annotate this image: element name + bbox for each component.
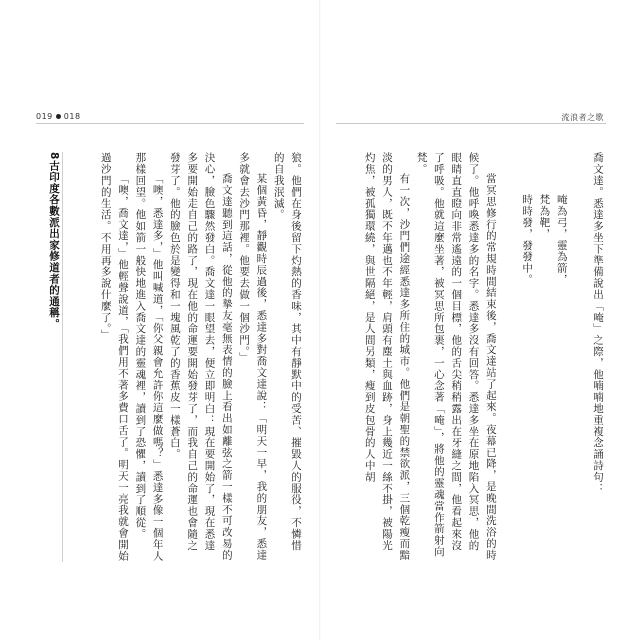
footnote-divider: [62, 152, 63, 562]
right-page-number: 018: [63, 112, 81, 121]
right-paragraph-2: 有一次，沙門們途經悉達多所住的城市。他們是朝聖的禁欲派，三個乾瘦而黯淡的男人，既不年邁也不年輕，肩頭有塵土與血跡，身上幾近一絲不掛，被陽光灼焦，被孤獨環繞，與世隔絕，是人間另類，瘦到皮包骨的人中胡: [363, 152, 411, 561]
book-gutter: [319, 0, 321, 640]
left-paragraph-4: 「噢，悉達多，」他叫喊道，「你父親會允許你這麼做嗎？」悉達多像一個年人那樣回望。他如箭一般快地進入喬文達的靈魂裡，讀到了恐懼，讀到了順從。: [134, 152, 164, 562]
poem-line-3: 時時發，發發中。: [521, 194, 534, 286]
right-page-body: [336, 152, 606, 562]
right-opening-line: 喬文達。悉達多坐下準備說出「唵」之際，他喃喃地重複念誦詩句：: [592, 152, 604, 494]
left-paragraph-5: 「噢，喬文達，」他輕聲說道，「我們用不著多費口舌了。明天一亮我就會開始過沙門的生活。不用再多說什麼了。」: [99, 152, 130, 562]
left-paragraph-3: 喬文達聽到這話，從他的摯友毫無表情的臉上看出如離弦之箭一樣不可改易的決心，臉色驟然發白。喬文達一眼望去，便立即明白：現在要開始了，現在悉達多要開始走自己的路了，現在他的命運要開始發芽了，而我自己的命運也會隨之發芽了。他的臉色於是變得和一塊風乾了的香蕉皮一樣蒼白。: [168, 152, 233, 561]
running-title: 流浪者之歌: [561, 113, 604, 122]
right-paragraph-1: 當冥思修行的常規時間結束後，喬文達站了起來。夜幕已降，是晚間洗浴的時候了。他呼喚悉達多的名字。悉達多沒有回答。悉達多坐在原地陷入冥思，他的眼睛直直瞪向非常遙遠的一個目標，他的舌尖稍稍露出在牙縫之間，他看起來沒了呼吸。他就這麼坐著，被冥思所包裹，一心念著「唵」，將他的靈魂當作箭射向梵。: [415, 152, 497, 561]
left-page-body: [70, 152, 304, 562]
left-paragraph-1: 狼。他們在身後留下灼熱的香味，其中有靜默中的受苦、摧毀人的服役，不憐惜的自我泯滅。: [272, 152, 302, 551]
left-paragraph-2: 某個黃昏，靜觀時辰過後，悉達多對喬文達說：「明天一早，我的朋友，悉達多就會去沙門那裡。他要去做一個沙門。」: [238, 152, 268, 561]
bullet-dot-icon: [56, 114, 61, 119]
poem-line-2: 梵為靶，: [538, 194, 551, 240]
footnote-sidebar: 8古印度各數派出家修道者的通稱。: [48, 152, 60, 330]
poem-line-1: 唵為弓，靈為箭，: [555, 194, 568, 286]
left-page-number: 019: [36, 112, 53, 121]
header-rule-right: [336, 123, 606, 124]
page-numbers: [36, 112, 81, 121]
header-rule-left: [36, 123, 304, 124]
